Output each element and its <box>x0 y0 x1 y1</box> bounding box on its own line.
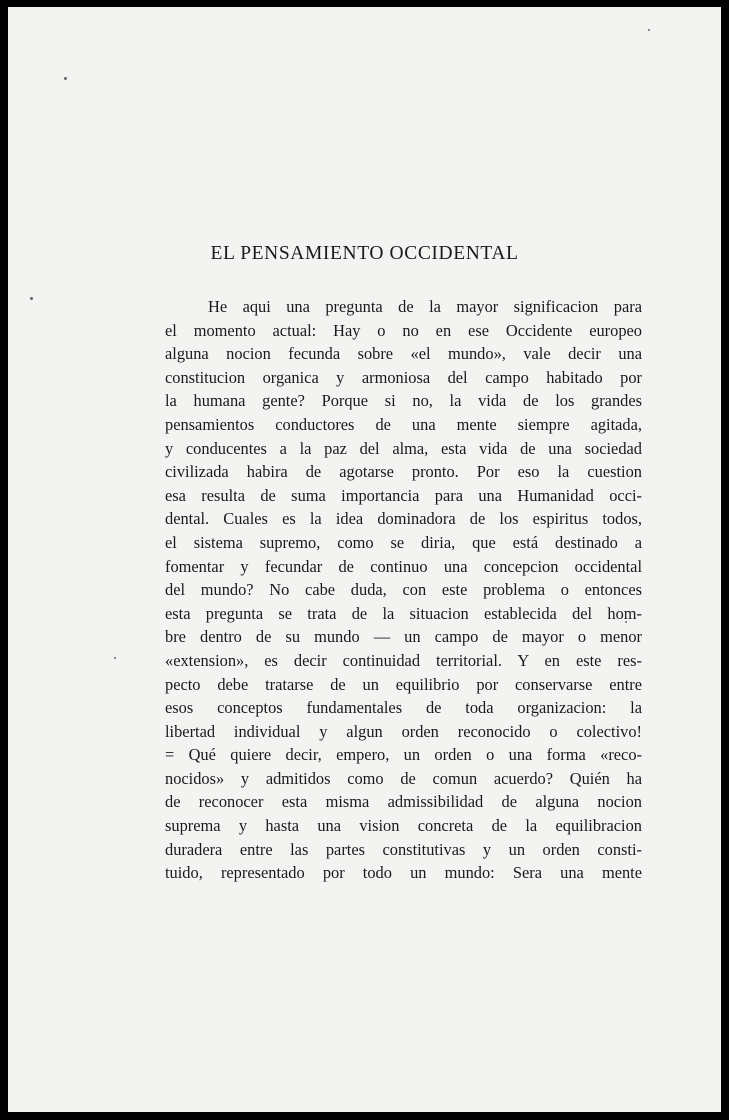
text-line: nocidos» y admitidos como de comun acuerdo? Quién ha <box>165 768 642 788</box>
scan-speck <box>30 297 33 300</box>
text-line: de reconocer esta misma admissibilidad de alguna nocion <box>165 792 642 812</box>
text-line: He aqui una pregunta de la mayor significacion para <box>208 297 642 316</box>
page-title: EL PENSAMIENTO OCCIDENTAL <box>210 243 519 264</box>
text-line: civilizada habira de agotarse pronto. Por eso la cuestion <box>165 462 642 482</box>
text-line: del mundo? No cabe duda, con este problema o entonces <box>165 580 642 600</box>
scan-speck <box>114 657 116 659</box>
text-line: esta pregunta se trata de la situacion establecida del hom- <box>165 603 642 623</box>
text-line: dental. Cuales es la idea dominadora de los espiritus todos, <box>165 509 642 529</box>
text-line: el sistema supremo, como se diria, que está destinado a <box>165 532 642 552</box>
text-line: y conducentes a la paz del alma, esta vida de una sociedad <box>165 438 642 458</box>
text-line: = Qué quiere decir, empero, un orden o una forma «reco- <box>165 745 642 765</box>
text-line: tuido, representado por todo un mundo: Sera una mente <box>165 863 642 883</box>
scan-speck <box>64 77 67 80</box>
text-line: alguna nocion fecunda sobre «el mundo», vale decir una <box>165 344 642 364</box>
text-line: esos conceptos fundamentales de toda organizacion: la <box>165 698 642 718</box>
text-line: libertad individual y algun orden reconocido o colectivo! <box>165 721 642 741</box>
text-line: fomentar y fecundar de continuo una concepcion occidental <box>165 556 642 576</box>
text-line: duradera entre las partes constitutivas y un orden consti- <box>165 839 642 859</box>
scan-speck <box>648 29 650 31</box>
text-line: esa resulta de suma importancia para una Humanidad occi- <box>165 485 642 505</box>
text-line: «extension», es decir continuidad territorial. Y en este res- <box>165 650 642 670</box>
document-page <box>8 7 721 1112</box>
text-line: constitucion organica y armoniosa del campo habitado por <box>165 367 642 387</box>
body-text <box>165 295 642 885</box>
text-line: la humana gente? Porque si no, la vida de los grandes <box>165 391 642 411</box>
text-line: pensamientos conductores de una mente siempre agitada, <box>165 414 642 434</box>
text-line: bre dentro de su mundo — un campo de mayor o menor <box>165 627 642 647</box>
text-line: pecto debe tratarse de un equilibrio por conservarse entre <box>165 674 642 694</box>
text-line: suprema y hasta una vision concreta de la equilibracion <box>165 816 642 836</box>
text-line: el momento actual: Hay o no en ese Occidente europeo <box>165 320 642 340</box>
